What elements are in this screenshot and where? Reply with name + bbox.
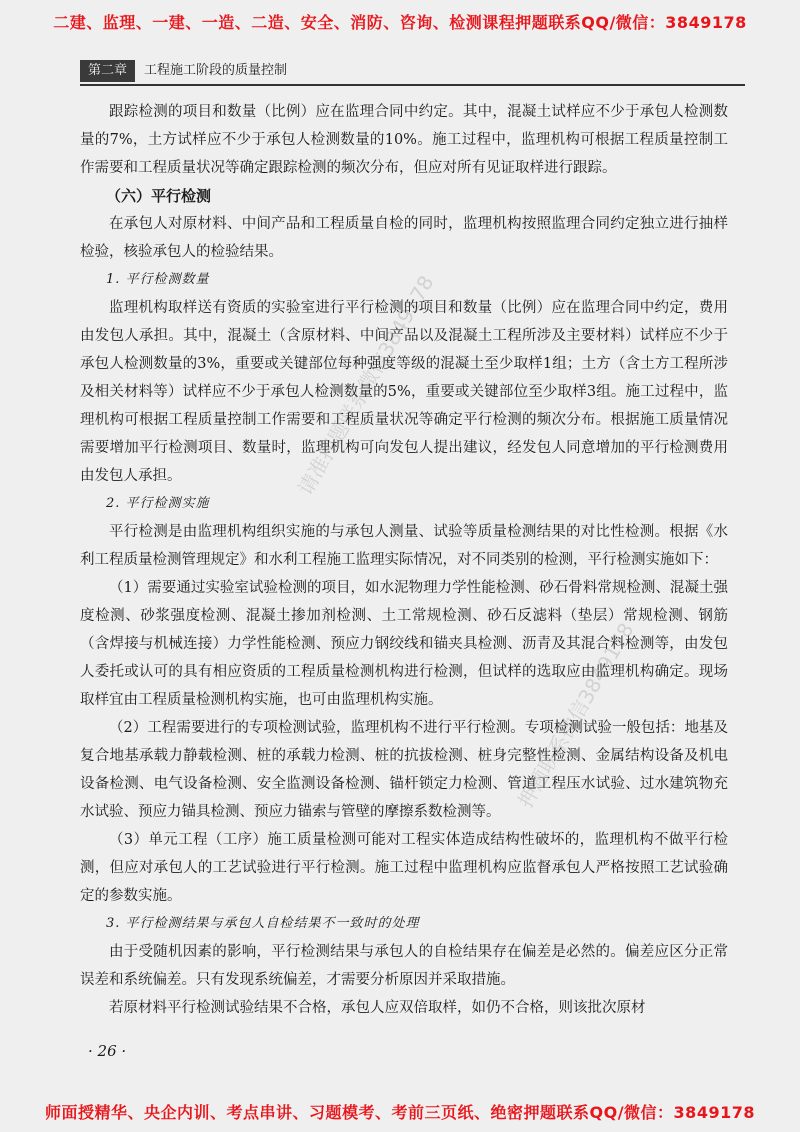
page-body bbox=[80, 98, 728, 1022]
section-heading-parallel-testing: （六）平行检测 bbox=[106, 187, 212, 205]
chapter-tag: 第二章 bbox=[80, 60, 135, 82]
paragraph-item-2: （2）工程需要进行的专项检测试验，监理机构不进行平行检测。专项检测试验一般包括：地基及复合地基承载力静载检测、桩的承载力检测、桩的抗拔检测、桩身完整性检测、金属结构设备及机电设备检测、电气设备检测、安全监测设备检测、锚杆锁定力检测、管道工程压水试验、过水建筑物充水试验、预应力锚具检测、预应力锚索与管壁的摩擦系数检测等。 bbox=[80, 720, 728, 820]
paragraph-deviation: 由于受随机因素的影响，平行检测结果与承包人的自检结果存在偏差是必然的。偏差应区分正常误差和系统偏差。只有发现系统偏差，才需要分析原因并采取措施。 bbox=[80, 944, 728, 988]
watermark-2: 押题联系微信3849178 bbox=[513, 618, 639, 812]
top-promo-banner: 二建、监理、一建、一造、二造、安全、消防、咨询、检测课程押题联系QQ/微信：3849178 bbox=[53, 13, 747, 32]
paragraph-parallel-intro: 在承包人对原材料、中间产品和工程质量自检的同时，监理机构按照监理合同约定独立进行抽样检验，核验承包人的检验结果。 bbox=[80, 216, 728, 260]
subheading-inconsistency-handling: 3. 平行检测结果与承包人自检结果不一致时的处理 bbox=[106, 916, 420, 931]
subheading-parallel-quantity: 1. 平行检测数量 bbox=[106, 272, 210, 287]
watermark-1: 请准押题联系微信3849178 bbox=[293, 271, 439, 500]
page-number: · 26 · bbox=[88, 1042, 127, 1060]
chapter-header bbox=[80, 58, 745, 86]
paragraph-unqualified-material: 若原材料平行检测试验结果不合格，承包人应双倍取样，如仍不合格，则该批次原材 bbox=[109, 1000, 646, 1016]
paragraph-parallel-quantity: 监理机构取样送有资质的实验室进行平行检测的项目和数量（比例）应在监理合同中约定，费用由发包人承担。其中，混凝土（含原材料、中间产品以及混凝土工程所涉及主要材料）试样应不少于承包人检测数量的3%，重要或关键部位每种强度等级的混凝土至少取样1组；土方（含土方工程所涉及相关材料等）试样应不少于承包人检测数量的5%，重要或关键部位至少取样3组。施工过程中，监理机构可根据工程质量控制工作需要和工程质量状况等确定平行检测的频次分布。根据施工质量情况需要增加平行检测项目、数量时，监理机构可向发包人提出建议，经发包人同意增加的平行检测费用由发包人承担。 bbox=[80, 300, 728, 484]
paragraph-item-3: （3）单元工程（工序）施工质量检测可能对工程实体造成结构性破坏的，监理机构不做平行检测，但应对承包人的工艺试验进行平行检测。施工过程中监理机构应监督承包人严格按照工艺试验确定的参数实施。 bbox=[80, 832, 728, 904]
chapter-title: 工程施工阶段的质量控制 bbox=[144, 63, 288, 78]
subheading-parallel-implementation: 2. 平行检测实施 bbox=[106, 496, 210, 511]
paragraph-tracking: 跟踪检测的项目和数量（比例）应在监理合同中约定。其中，混凝土试样应不少于承包人检测数量的7%，土方试样应不少于承包人检测数量的10%。施工过程中，监理机构可根据工程质量控制工作需要和工程质量状况等确定跟踪检测的频次分布，但应对所有见证取样进行跟踪。 bbox=[80, 104, 728, 176]
bottom-promo-banner: 师面授精华、央企内训、考点串讲、习题模考、考前三页纸、绝密押题联系QQ/微信：3849178 bbox=[45, 1103, 755, 1122]
paragraph-item-1: （1）需要通过实验室试验检测的项目，如水泥物理力学性能检测、砂石骨料常规检测、混凝土强度检测、砂浆强度检测、混凝土掺加剂检测、土工常规检测、砂石反滤料（垫层）常规检测、钢筋（含焊接与机械连接）力学性能检测、预应力钢绞线和锚夹具检测、沥青及其混合料检测等，由发包人委托或认可的具有相应资质的工程质量检测机构进行检测，但试样的选取应由监理机构确定。现场取样宜由工程质量检测机构实施，也可由监理机构实施。 bbox=[80, 580, 728, 708]
paragraph-parallel-implementation: 平行检测是由监理机构组织实施的与承包人测量、试验等质量检测结果的对比性检测。根据《水利工程质量检测管理规定》和水利工程施工监理实际情况，对不同类别的检测，平行检测实施如下： bbox=[80, 524, 728, 568]
